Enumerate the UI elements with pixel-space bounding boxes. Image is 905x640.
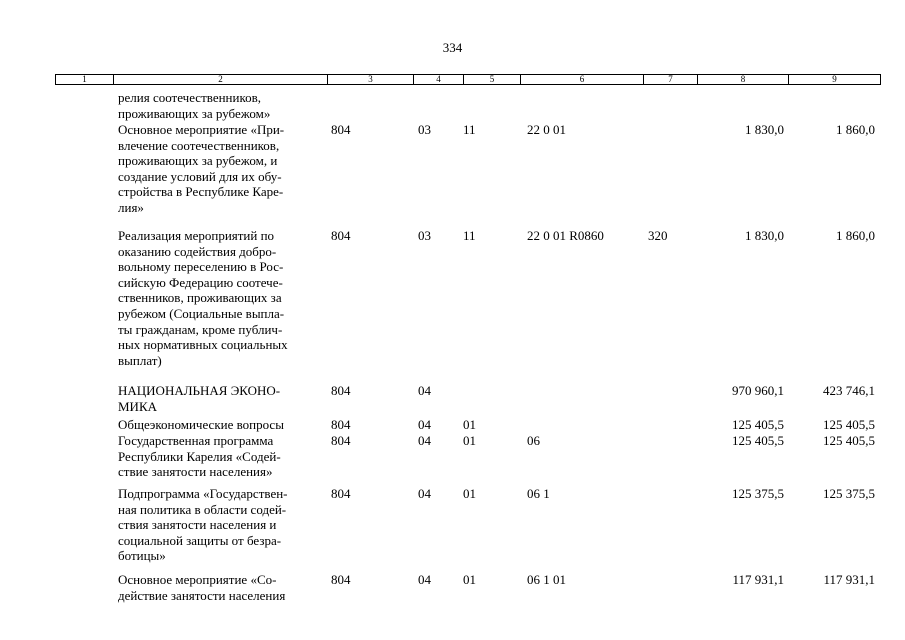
col-3-value: 804 <box>331 572 351 587</box>
col-3-value: 804 <box>331 228 351 243</box>
col-4-value: 04 <box>418 486 431 501</box>
col-5-value: 01 <box>463 572 476 587</box>
header-col-4: 4 <box>413 75 463 84</box>
col-9-value: 125 405,5 <box>823 417 875 432</box>
col-5-value: 01 <box>463 486 476 501</box>
col-5-value: 11 <box>463 122 476 137</box>
col-4-value: 04 <box>418 433 431 448</box>
col-9-value: 1 860,0 <box>836 122 875 137</box>
col-9-value: 423 746,1 <box>823 383 875 398</box>
row-description: Основное мероприятие «Со- действие занятости населения <box>118 572 286 603</box>
col-5-value: 11 <box>463 228 476 243</box>
col-7-value: 320 <box>648 228 668 243</box>
header-col-2: 2 <box>113 75 327 84</box>
col-4-value: 04 <box>418 417 431 432</box>
col-9-value: 125 405,5 <box>823 433 875 448</box>
col-6-value: 06 <box>527 433 540 448</box>
header-col-1: 1 <box>82 74 87 84</box>
col-4-value: 03 <box>418 228 431 243</box>
header-col-5: 5 <box>463 75 520 84</box>
col-8-value: 117 931,1 <box>732 572 784 587</box>
col-4-value: 04 <box>418 383 431 398</box>
header-col-7: 7 <box>643 75 697 84</box>
row-description: Подпрограмма «Государствен- ная политика в области содей- ствия занятости населения и социальной защиты от безра- ботицы» <box>118 486 288 564</box>
col-9-value: 1 860,0 <box>836 228 875 243</box>
col-8-value: 1 830,0 <box>745 122 784 137</box>
col-8-value: 125 405,5 <box>732 417 784 432</box>
col-8-value: 125 405,5 <box>732 433 784 448</box>
col-6-value: 06 1 01 <box>527 572 566 587</box>
header-col-6: 6 <box>520 75 643 84</box>
row-description: Реализация мероприятий по оказанию содействия добро- вольному переселению в Рос- сийскую Федерацию соотече- ственников, проживающих за рубежом (Социальные выпла- ты гражданам, кроме публич- ных нормативных социальных выплат) <box>118 228 288 368</box>
row-description: релия соотечественников, проживающих за рубежом» <box>118 90 271 121</box>
row-description: Основное мероприятие «При- влечение соотечественников, проживающих за рубежом, и создание условий для их обу- стройства в Республике Каре- лия» <box>118 122 285 215</box>
col-4-value: 03 <box>418 122 431 137</box>
row-description: НАЦИОНАЛЬНАЯ ЭКОНО- МИКА <box>118 383 281 414</box>
col-8-value: 970 960,1 <box>732 383 784 398</box>
col-3-value: 804 <box>331 122 351 137</box>
col-6-value: 22 0 01 R0860 <box>527 228 604 243</box>
col-3-value: 804 <box>331 417 351 432</box>
col-3-value: 804 <box>331 433 351 448</box>
col-3-value: 804 <box>331 486 351 501</box>
table-header <box>55 74 881 85</box>
page-number: 334 <box>442 40 463 55</box>
col-6-value: 06 1 <box>527 486 550 501</box>
col-3-value: 804 <box>331 383 351 398</box>
header-col-8: 8 <box>697 75 788 84</box>
col-6-value: 22 0 01 <box>527 122 566 137</box>
col-8-value: 125 375,5 <box>732 486 784 501</box>
col-5-value: 01 <box>463 417 476 432</box>
col-4-value: 04 <box>418 572 431 587</box>
row-description: Государственная программа Республики Карелия «Содей- ствие занятости населения» <box>118 433 281 480</box>
header-col-9: 9 <box>788 75 880 84</box>
header-col-3: 3 <box>327 75 413 84</box>
col-9-value: 125 375,5 <box>823 486 875 501</box>
row-description: Общеэкономические вопросы <box>118 417 284 432</box>
col-8-value: 1 830,0 <box>745 228 784 243</box>
col-9-value: 117 931,1 <box>823 572 875 587</box>
col-5-value: 01 <box>463 433 476 448</box>
